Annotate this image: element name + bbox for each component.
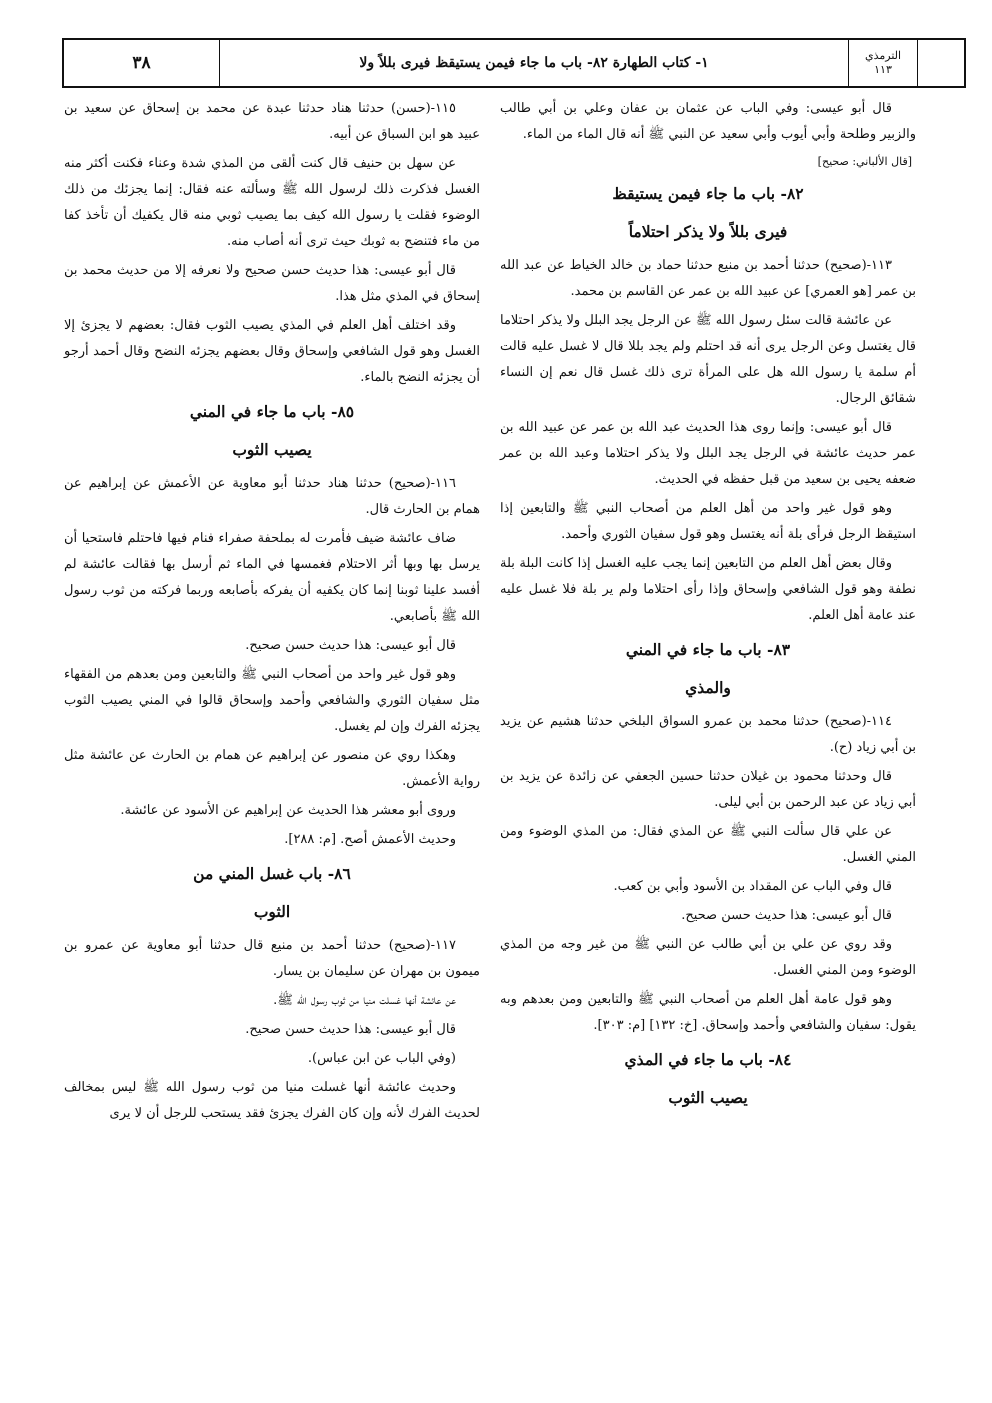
- chapter-heading: الثوب: [253, 902, 291, 921]
- page-number: ٣٨: [132, 53, 151, 73]
- chapter-heading: ٨٦- باب غسل المني من: [193, 864, 351, 883]
- text-paragraph: وقد اختلف أهل العلم في المذي يصيب الثوب فقال: بعضهم لا يجزئ إلا الغسل وهو قول الشافعي وإسحاق وقال بعضهم يجزئه النضح وقال أحمد أرجو أن يجزئه النضح بالماء.: [64, 318, 480, 385]
- left-text-column: [64, 96, 480, 1130]
- chapter-heading: ٨٣- باب ما جاء في المني: [625, 640, 791, 659]
- header-source-label: الترمذي: [864, 49, 902, 62]
- chapter-heading: ٨٥- باب ما جاء في المني: [189, 402, 355, 421]
- text-paragraph: قال أبو عيسى: وفي الباب عن عثمان بن عفان وعلي بن أبي طالب والزبير وطلحة وأبي أيوب وأبي سعيد عن النبي ﷺ أنه قال الماء من الماء.: [500, 101, 916, 142]
- text-paragraph: عن سهل بن حنيف قال كنت ألقى من المذي شدة وعناء فكنت أكثر منه الغسل فذكرت ذلك لرسول الله ﷺ وسألته عنه فقال: إنما يجزئك من ذلك الوضوء فقلت يا رسول الله كيف بما يصيب ثوبي منه قال يكفيك أن تأخذ كفا من ماء فتنضح به ثوبك حيث ترى أنه أصاب منه.: [64, 156, 480, 249]
- text-paragraph: وحديث عائشة أنها غسلت منيا من ثوب رسول الله ﷺ ليس بمخالف لحديث الفرك لأنه وإن كان الفرك يجزئ فقد يستحب للرجل أن لا يرى: [64, 1080, 480, 1121]
- text-paragraph: وهكذا روي عن منصور عن إبراهيم عن همام بن الحارث عن عائشة مثل رواية الأعمش.: [64, 748, 480, 789]
- chapter-heading: ٨٢- باب ما جاء فيمن يستيقظ: [612, 184, 804, 203]
- text-paragraph: ١١٥-(حسن) حدثنا هناد حدثنا عبدة عن محمد بن إسحاق عن سعيد بن عبيد هو ابن السباق عن أبيه.: [64, 101, 480, 142]
- header-blank-cell: [917, 40, 964, 86]
- text-paragraph: قال وفي الباب عن المقداد بن الأسود وأبي بن كعب.: [613, 879, 892, 894]
- chapter-heading: يصيب الثوب: [232, 440, 312, 459]
- text-paragraph: وروى أبو معشر هذا الحديث عن إبراهيم عن الأسود عن عائشة.: [120, 803, 456, 818]
- grading-note: [قال الألباني: صحيح]: [817, 155, 912, 168]
- text-paragraph: ١١٤-(صحيح) حدثنا محمد بن عمرو السواق البلخي حدثنا هشيم عن يزيد بن أبي زياد (ح).: [500, 714, 916, 755]
- chapter-heading: يصيب الثوب: [668, 1088, 748, 1107]
- header-source-number: ١١٣: [874, 63, 892, 76]
- text-paragraph: عن علي قال سألت النبي ﷺ عن المذي فقال: من المذي الوضوء ومن المني الغسل.: [500, 824, 916, 865]
- chapter-heading: فيرى بللاً ولا يذكر احتلاماً: [628, 222, 788, 241]
- text-paragraph: ضاف عائشة ضيف فأمرت له بملحفة صفراء فنام فيها فاحتلم فاستحيا أن يرسل بها وبها أثر الاحتلام فغمسها في الماء ثم أرسل بها فقالت عائشة لم أفسد علينا ثوبنا إنما كان يكفيه أن يفركه بأصابعه وربما فركته من ثوب رسول الله ﷺ بأصابعي.: [64, 531, 480, 624]
- header-source-cell: [848, 40, 917, 86]
- chapter-heading: ٨٤- باب ما جاء في المذي: [624, 1050, 792, 1069]
- header-title: ١- كتاب الطهارة ٨٢- باب ما جاء فيمن يستيقظ فيرى بللاً ولا: [219, 40, 848, 86]
- chapter-heading: والمذي: [685, 678, 731, 697]
- text-paragraph: ١١٣-(صحيح) حدثنا أحمد بن منيع حدثنا حماد بن خالد الخياط عن عبد الله بن عمر [هو العمري] عن عبيد الله بن عمر عن القاسم بن محمد.: [500, 258, 916, 299]
- text-paragraph: وهو قول عامة أهل العلم من أصحاب النبي ﷺ والتابعين ومن بعدهم وبه يقول: سفيان والشافعي وأحمد وإسحاق. [خ: ١٣٢] [م: ٣٠٣].: [500, 992, 916, 1033]
- text-paragraph: عن عائشة قالت سئل رسول الله ﷺ عن الرجل يجد البلل ولا يذكر احتلاما قال يغتسل وعن الرجل يرى أنه قد احتلم ولم يجد بللا قال لا غسل عليه قالت أم سلمة يا رسول الله هل على المرأة ترى ذلك غسل قال نعم إن النساء شقائق الرجال.: [500, 313, 916, 406]
- text-paragraph: قال وحدثنا محمود بن غيلان حدثنا حسين الجعفي عن زائدة عن يزيد بن أبي زياد عن عبد الرحمن بن أبي ليلى.: [500, 769, 916, 810]
- text-paragraph: ١١٧-(صحيح) حدثنا أحمد بن منيع قال حدثنا أبو معاوية عن عمرو بن ميمون بن مهران عن سليمان بن يسار.: [64, 938, 480, 979]
- right-text-column: [500, 96, 916, 1119]
- text-paragraph: قال أبو عيسى: هذا حديث حسن صحيح.: [681, 908, 892, 923]
- text-paragraph: قال أبو عيسى: وإنما روى هذا الحديث عبد الله بن عمر عن عبيد الله بن عمر حديث عائشة في الرجل يجد البلل ولا يذكر احتلاما وعبد الله بن عمر ضعفه يحيى بن سعيد من قبل حفظه في الحديث.: [500, 420, 916, 487]
- text-paragraph: وقال بعض أهل العلم من التابعين إنما يجب عليه الغسل إذا كانت البلة بلة نطفة وهو قول الشافعي وإسحاق وإذا رأى احتلاما ولم ير بلة فلا غسل عليه عند عامة أهل العلم.: [500, 556, 916, 623]
- text-paragraph: ١١٦-(صحيح) حدثنا هناد حدثنا أبو معاوية عن الأعمش عن إبراهيم عن همام بن الحارث قال.: [64, 476, 480, 517]
- text-paragraph: وقد روي عن علي بن أبي طالب عن النبي ﷺ من غير وجه من المذي الوضوء ومن المني الغسل.: [500, 937, 916, 978]
- text-paragraph: وهو قول غير واحد من أهل العلم من أصحاب النبي ﷺ والتابعين إذا استيقظ الرجل فرأى بلة أنه يغتسل وهو قول سفيان الثوري وأحمد.: [500, 501, 916, 542]
- page-header: [62, 38, 966, 88]
- text-paragraph: عن عائشة أنها غسلت منيا من ثوب رسول الله ﷺ.: [273, 993, 456, 1008]
- text-paragraph: وحديث الأعمش أصح. [م: ٢٨٨].: [284, 832, 456, 847]
- text-paragraph: (وفي الباب عن ابن عباس).: [307, 1051, 456, 1066]
- text-paragraph: وهو قول غير واحد من أصحاب النبي ﷺ والتابعين ومن بعدهم من الفقهاء مثل سفيان الثوري والشافعي وأحمد وإسحاق قالوا في المني يصيب الثوب يجزئه الفرك وإن لم يغسل.: [64, 667, 480, 734]
- text-paragraph: قال أبو عيسى: هذا حديث حسن صحيح.: [245, 638, 456, 653]
- text-paragraph: قال أبو عيسى: هذا حديث حسن صحيح.: [245, 1022, 456, 1037]
- text-paragraph: قال أبو عيسى: هذا حديث حسن صحيح ولا نعرفه إلا من حديث محمد بن إسحاق في المذي مثل هذا.: [64, 263, 480, 304]
